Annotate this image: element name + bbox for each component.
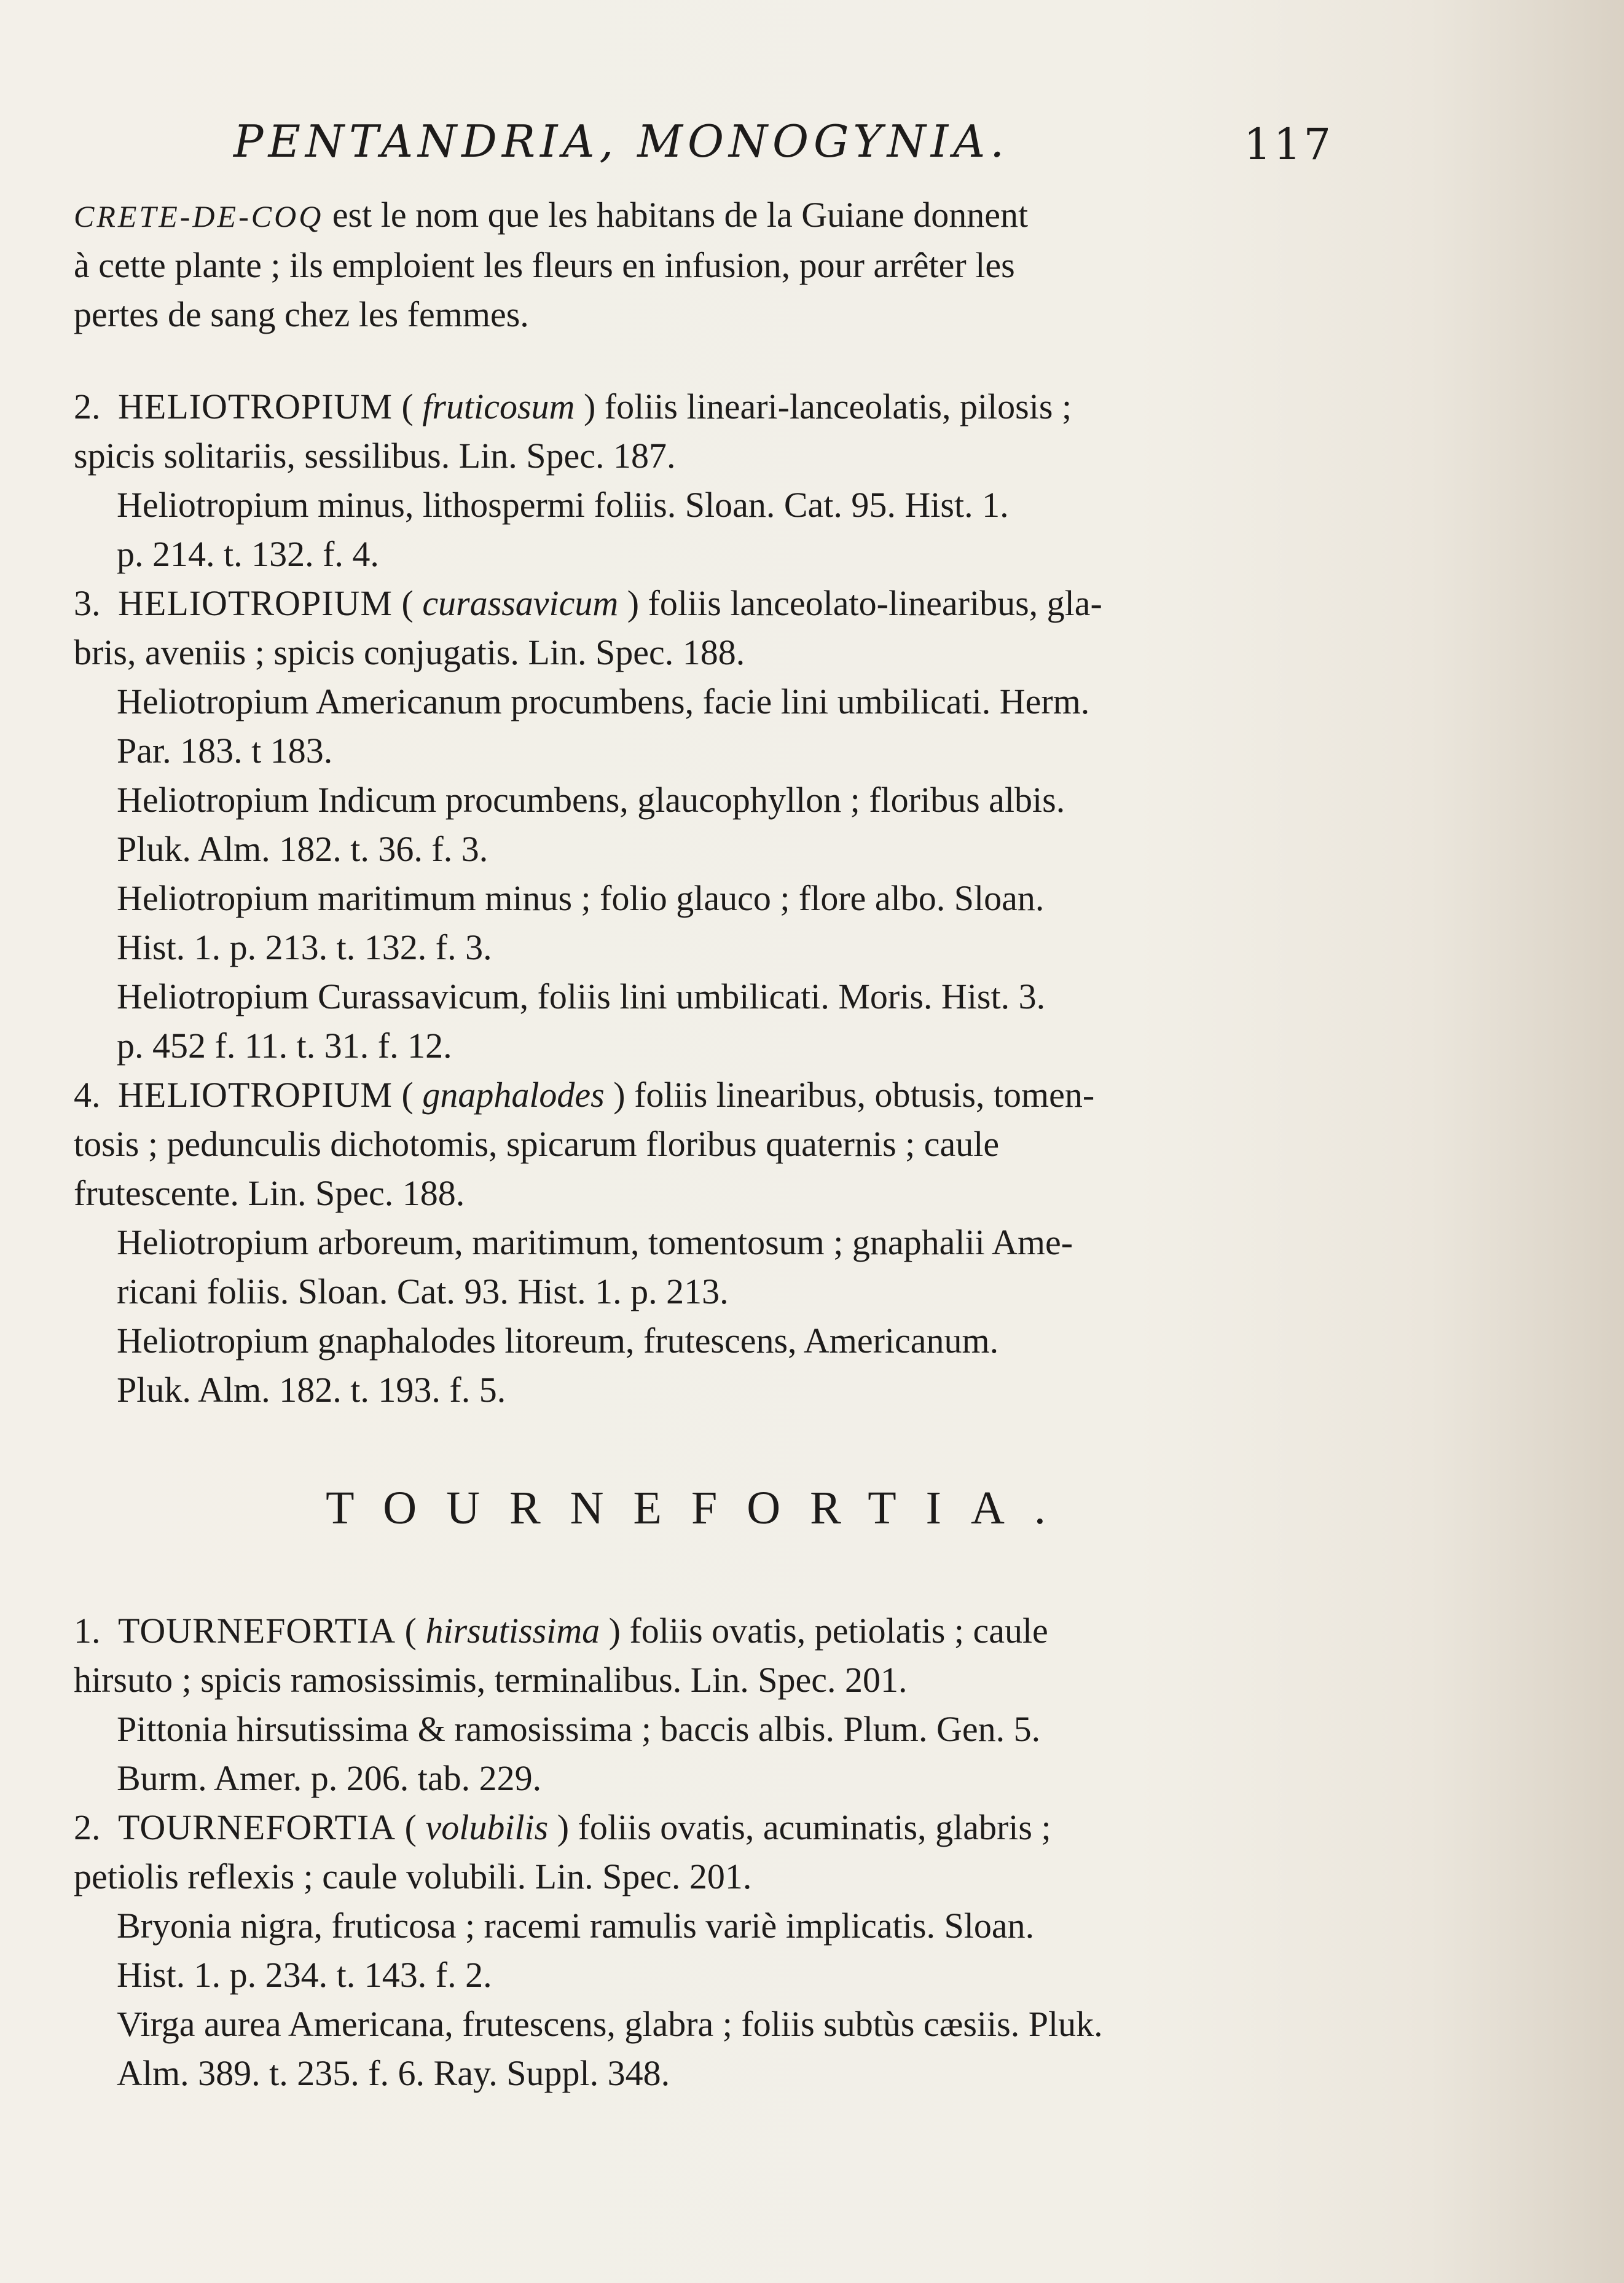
page-number: 117 — [1244, 119, 1333, 170]
entry-number: 3. — [74, 583, 101, 623]
genus-name: TOURNEFORTIA — [118, 1807, 396, 1847]
entry-number: 1. — [74, 1611, 101, 1651]
genus-name: TOURNEFORTIA — [118, 1611, 396, 1651]
intro-term: CRETE-DE-COQ — [74, 199, 324, 234]
synonym: Virga aurea Americana, frutescens, glabra ; foliis subtùs cæsiis. Pluk. Alm. 389. t. 235. f. 6. Ray. Suppl. 348. — [117, 2004, 1103, 2093]
synonym: Bryonia nigra, fruticosa ; racemi ramulis variè implicatis. Sloan. Hist. 1. p. 234. t. 143. f. 2. — [117, 1906, 1035, 1995]
species-epithet: curassavicum — [422, 583, 619, 623]
entry-diagnosis: 2. TOURNEFORTIA ( volubilis ) foliis ovatis, acuminatis, glabris ; petiolis reflexis ; caule volubili. Lin. Spec. 201. — [74, 1803, 1303, 1901]
species-entry — [74, 579, 1303, 1071]
entry-number: 4. — [74, 1075, 101, 1115]
synonym: Heliotropium minus, lithospermi foliis. Sloan. Cat. 95. Hist. 1. p. 214. t. 132. f. 4. — [117, 485, 1009, 574]
synonym: Heliotropium gnaphalodes litoreum, frutescens, Americanum. Pluk. Alm. 182. t. 193. f. 5. — [117, 1321, 999, 1410]
synonym: Heliotropium Americanum procumbens, facie lini umbilicati. Herm. Par. 183. t 183. — [117, 682, 1090, 771]
synonym: Heliotropium arboreum, maritimum, tomentosum ; gnaphalii Ame- ricani foliis. Sloan. Cat. 93. Hist. 1. p. 213. — [117, 1222, 1073, 1311]
species-epithet: hirsutissima — [425, 1611, 600, 1651]
intro-line: à cette plante ; ils emploient les fleurs en infusion, pour arrêter les — [74, 245, 1015, 285]
page-body — [74, 191, 1303, 2098]
species-epithet: fruticosum — [422, 387, 575, 426]
genus-name: HELIOTROPIUM — [118, 387, 393, 426]
species-entry — [74, 1803, 1303, 2098]
entry-diagnosis: 3. HELIOTROPIUM ( curassavicum ) foliis lanceolato-linearibus, gla- bris, aveniis ; spicis conjugatis. Lin. Spec. 188. — [74, 579, 1303, 677]
entry-diagnosis: 4. HELIOTROPIUM ( gnaphalodes ) foliis linearibus, obtusis, tomen- tosis ; pedunculis dichotomis, spicarum floribus quaternis ; caule frutescente. Lin. Spec. 188. — [74, 1071, 1303, 1218]
species-entry — [74, 1606, 1303, 1803]
running-head: PENTANDRIA, MONOGYNIA. — [233, 116, 1010, 167]
species-entry — [74, 382, 1303, 579]
genus-name: HELIOTROPIUM — [118, 1075, 393, 1115]
species-entry — [74, 1071, 1303, 1415]
genus-name: HELIOTROPIUM — [118, 583, 393, 623]
intro-line: pertes de sang chez les femmes. — [74, 294, 529, 334]
entry-diagnosis: 2. HELIOTROPIUM ( fruticosum ) foliis lineari-lanceolatis, pilosis ; spicis solitariis, sessilibus. Lin. Spec. 187. — [74, 382, 1303, 481]
synonym: Heliotropium maritimum minus ; folio glauco ; flore albo. Sloan. Hist. 1. p. 213. t. 132. f. 3. — [117, 878, 1045, 967]
entry-number: 2. — [74, 1807, 101, 1847]
synonym: Heliotropium Curassavicum, foliis lini umbilicati. Moris. Hist. 3. p. 452 f. 11. t. 31. f. 12. — [117, 976, 1046, 1066]
entry-diagnosis: 1. TOURNEFORTIA ( hirsutissima ) foliis ovatis, petiolatis ; caule hirsuto ; spicis ramosissimis, terminalibus. Lin. Spec. 201. — [74, 1606, 1303, 1705]
entry-number: 2. — [74, 387, 101, 426]
synonym: Heliotropium Indicum procumbens, glaucophyllon ; floribus albis. Pluk. Alm. 182. t. 36. f. 3. — [117, 780, 1065, 869]
section-heading: TOURNEFORTIA. — [326, 1482, 1075, 1534]
intro-line: CRETE-DE-COQ est le nom que les habitans de la Guiane donnent — [74, 195, 1029, 235]
intro-paragraph — [74, 191, 1303, 339]
synonym: Pittonia hirsutissima & ramosissima ; baccis albis. Plum. Gen. 5. Burm. Amer. p. 206. tab. 229. — [117, 1709, 1041, 1798]
species-epithet: volubilis — [425, 1807, 549, 1847]
species-epithet: gnaphalodes — [422, 1075, 605, 1115]
page-header — [233, 116, 1333, 183]
